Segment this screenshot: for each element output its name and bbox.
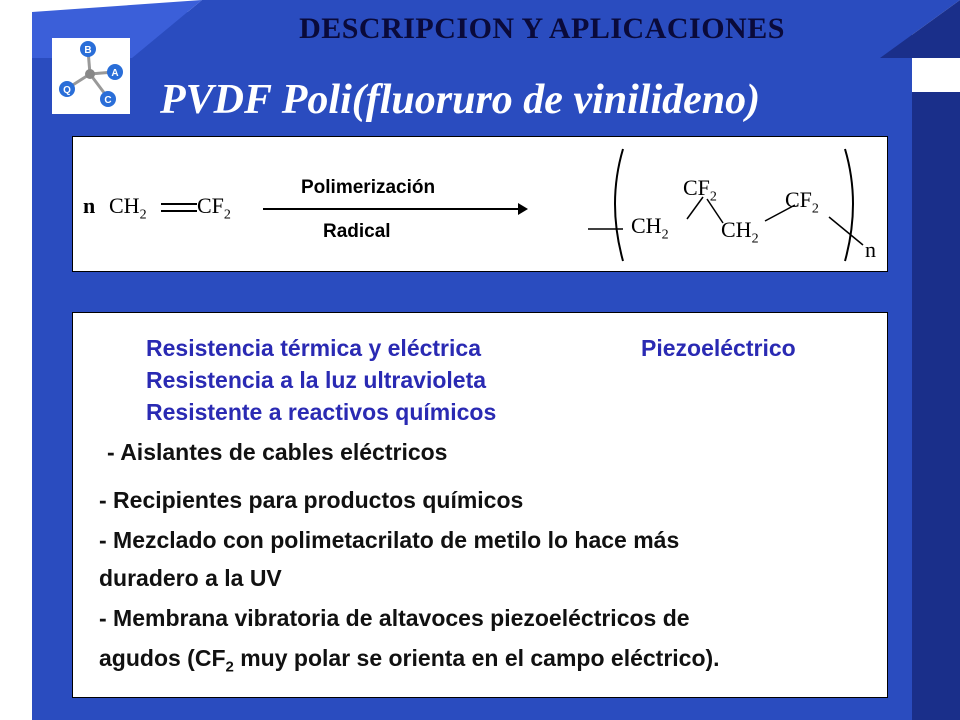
property-piezo: Piezoeléctrico bbox=[641, 335, 796, 361]
page-title: PVDF Poli(fluoruro de vinilideno) bbox=[160, 77, 761, 123]
application-cables: - Aislantes de cables eléctricos bbox=[107, 439, 448, 465]
property-uv: Resistencia a la luz ultravioleta bbox=[146, 367, 487, 393]
arrow-label-below: Radical bbox=[323, 221, 391, 242]
reaction-arrow-icon bbox=[263, 201, 528, 217]
properties-box bbox=[72, 312, 888, 698]
application-recipients: - Recipientes para productos químicos bbox=[99, 487, 524, 513]
logo bbox=[52, 38, 130, 114]
application-mix-line1: - Mezclado con polimetacrilato de metilo lo hace más bbox=[99, 527, 680, 553]
property-thermal: Resistencia térmica y eléctrica bbox=[146, 335, 481, 361]
logo-letter-b: B bbox=[84, 45, 92, 56]
double-bond bbox=[161, 201, 197, 215]
polymer-cf2-a: $CF_2$ bbox=[683, 175, 717, 205]
molecule-logo-icon bbox=[52, 38, 130, 114]
application-mix-line2: duradero a la UV bbox=[99, 565, 282, 591]
application-membrane-line2: agudos ($CF_2$ muy polar se orienta en el campo eléctrico). bbox=[99, 645, 720, 676]
header-banner: DESCRIPCION Y APLICACIONES bbox=[299, 12, 785, 45]
polymer-cf2-b: $CF_2$ bbox=[785, 187, 819, 217]
reaction-n-left: n bbox=[83, 193, 96, 218]
application-membrane-line1: - Membrana vibratoria de altavoces piezoeléctricos de bbox=[99, 605, 690, 631]
polymer-structure bbox=[583, 137, 887, 271]
logo-letter-c: C bbox=[104, 95, 112, 106]
monomer-cf2: $CF_2$ bbox=[197, 193, 231, 223]
reaction-box bbox=[72, 136, 888, 272]
arrow-label-above: Polimerización bbox=[301, 177, 436, 198]
property-chemical: Resistente a reactivos químicos bbox=[146, 399, 497, 425]
polymer-ch2-a: $CH_2$ bbox=[631, 213, 669, 243]
polymer-ch2-b: $CH_2$ bbox=[721, 217, 759, 247]
polymer-n-right: n bbox=[865, 237, 876, 262]
logo-letter-a: A bbox=[111, 68, 119, 79]
panel-shadow bbox=[912, 92, 960, 720]
monomer-ch2: $CH_2$ bbox=[109, 193, 147, 223]
logo-letter-q: Q bbox=[63, 85, 71, 96]
